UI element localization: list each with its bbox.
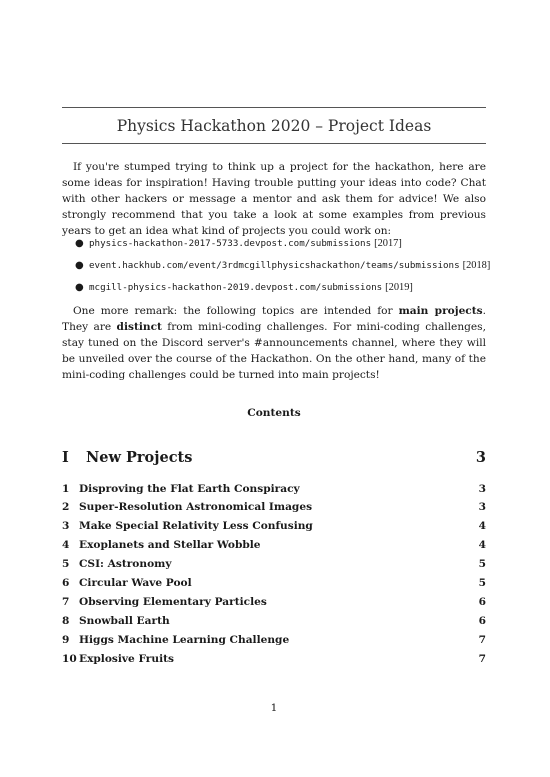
title-top-rule [62, 107, 486, 108]
bullet-icon: ● [75, 260, 84, 271]
toc-section-page: 5 [478, 577, 486, 589]
toc-section-title: Make Special Relativity Less Confusing [79, 520, 313, 532]
remark-text: from mini-coding challenges. For mini-coding challenges, stay tuned on the Discord server's #announcements channel, where they will be unveiled over the course of the Hackathon. On the other hand, many of the mini-coding challenges could be turned into main projects! [62, 321, 486, 381]
toc-section-page: 5 [478, 558, 486, 570]
toc-section-title: Explosive Fruits [79, 653, 174, 665]
remark-text: . They are [62, 305, 486, 333]
bullet-icon: ● [75, 282, 84, 293]
toc-section-number: 1 [62, 483, 70, 495]
toc-section-page: 7 [478, 634, 486, 646]
toc-section-title: Exoplanets and Stellar Wobble [79, 539, 261, 551]
intro-text: If you're stumped trying to think up a project for the hackathon, here are some ideas for inspiration! Having trouble putting your ideas into code? Chat with other hackers or message a mentor and ask them for advice! We also strongly recommend that you take a look at some examples from previous years to get an idea what kind of projects you could work on: [62, 161, 486, 237]
toc-section-number: 3 [62, 520, 70, 532]
toc-section-page: 7 [478, 653, 486, 665]
list-item [62, 281, 486, 303]
remark-paragraph [62, 303, 486, 383]
link-year: [2018] [462, 260, 491, 271]
toc-section-number: 2 [62, 501, 70, 513]
toc-section-number: 8 [62, 615, 70, 627]
link-url[interactable]: event.hackhub.com/event/3rdmcgillphysicshackathon/teams/submissions [89, 260, 460, 271]
list-item [62, 259, 491, 281]
remark-bold-main-projects: main projects [398, 305, 483, 317]
toc-section-number: 6 [62, 577, 70, 589]
toc-section-page: 4 [478, 539, 486, 551]
toc-section-page: 4 [478, 520, 486, 532]
toc-section-title: Super-Resolution Astronomical Images [79, 501, 313, 513]
toc-part-number: I [62, 449, 69, 466]
toc-section-number: 4 [62, 539, 70, 551]
link-year: [2019] [385, 282, 413, 293]
list-item [62, 237, 486, 259]
previous-years-list [62, 237, 491, 303]
contents-heading: Contents [247, 407, 301, 419]
toc-section-number: 10 [62, 653, 77, 665]
intro-paragraph [62, 159, 486, 239]
toc-part-page: 3 [475, 449, 486, 466]
toc-section-number: 7 [62, 596, 70, 608]
toc-section-title: Circular Wave Pool [79, 577, 192, 589]
toc-section-page: 3 [478, 483, 486, 495]
page-number: 1 [270, 702, 278, 714]
remark-bold-distinct: distinct [116, 321, 162, 333]
toc-section-page: 3 [478, 501, 486, 513]
toc-section-title: Observing Elementary Particles [79, 596, 267, 608]
title-bottom-rule [62, 143, 486, 144]
toc-part-title: New Projects [86, 449, 193, 466]
remark-text: One more remark: the following topics are intended for [73, 305, 399, 317]
toc-section-title: Disproving the Flat Earth Conspiracy [79, 483, 300, 495]
toc-section-number: 9 [62, 634, 70, 646]
link-url[interactable]: physics-hackathon-2017-5733.devpost.com/submissions [89, 238, 372, 249]
toc-section-title: CSI: Astronomy [79, 558, 172, 570]
page-title: Physics Hackathon 2020 – Project Ideas [116, 117, 432, 135]
toc-section-title: Higgs Machine Learning Challenge [79, 634, 290, 646]
link-url[interactable]: mcgill-physics-hackathon-2019.devpost.com/submissions [89, 282, 383, 293]
toc-section-page: 6 [478, 615, 486, 627]
bullet-icon: ● [75, 238, 84, 249]
toc-section-title: Snowball Earth [79, 615, 170, 627]
toc-section-number: 5 [62, 558, 70, 570]
link-year: [2017] [374, 238, 402, 249]
toc-section-page: 6 [478, 596, 486, 608]
